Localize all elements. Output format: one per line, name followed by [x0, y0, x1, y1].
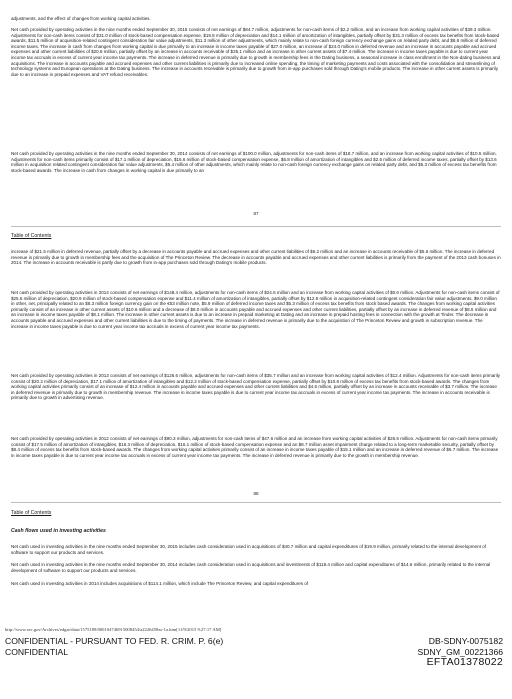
paragraph-investing-2014: Net cash used in investing activities in 2014 includes acquisitions of $114.1 million, which include The Princeton Review, and capital expenditures of [11, 581, 309, 586]
source-url: http://www.sec.gov/Archives/edgar/data/1575189/000104746915008454/a2226458zs-1a.htm[11/9/2015 9:27:17 AM] [5, 627, 222, 632]
bates-number-db: DB-SDNY-0075182 [428, 636, 503, 646]
bates-number-efta: EFTA01378022 [426, 656, 503, 668]
paragraph-intro: adjustments, and the effect of changes from working capital activities. [11, 16, 151, 21]
table-of-contents-link[interactable]: Table of Contents [11, 233, 52, 239]
paragraph-investing-2014-nine-months: Net cash used in investing activities in the nine months ended September 30, 2014 includes cash consideration used in acquisitions and investments of $118.4 million and capital expenditures of $14.6 million, primarily related to the internal development of software to support our products and services. [11, 562, 491, 573]
paragraph-operating-2012: Net cash provided by operating activities in 2012 consists of net earnings of $90.3 million, adjustments for non-cash items of $47.6 million and an increase from working capital activities of $26.5 million. Adjustments for non-cash items primarily consist of $17.5 million of amortization of intangibles, $16.3 million of depreciation, $16.1 million of stock-based compensation expense and an $8.7 million asset impairment charge related to a long-term marketable security, partially offset by $8.4 million of excess tax benefits from stock-based awards. The changes from working capital activities primarily consist of an increase in income taxes payable of $15.1 million and an increase in deferred revenue of $6.7 million. The increase in income taxes payable is due to current year income tax accruals in excess of current year income tax payments. The increase in deferred revenue is primarily due to the growth in membership revenue. [11, 436, 499, 458]
bates-number-sdny: SDNY_GM_00221366 [417, 647, 503, 657]
paragraph-operating-2014: Net cash provided by operating activities in 2014 consists of net earnings of $148.4 million, adjustments for non-cash items of $24.6 million and an increase from working capital activities of $0.6 million. Adjustments for non-cash items consist of $25.5 million of depreciation, $20.9 million of stock-based compensation expense and $11.4 million of amortization of intangibles, partially offset by $12.9 million in acquisition-related contingent consideration fair value adjustments, $9.0 million in other, net, principally related to an $8.3 million foreign currency gain on the €53 million note, $5.9 million of deferred income taxes and $5.3 million of excess tax benefits from stock based awards. The changes from working capital activities primarily consist of an increase in other current assets of $10.6 million and a decrease of $8.0 million in accounts payable and accrued expenses and other current liabilities, partially offset by an increase in deferred revenue of $8.6 million and an increase in income taxes payable of $8.1 million. The increase in other current assets is due to an increase in prepaid marketing at Dating and an increase in prepaid hosting fees in connection with the growth at Tinder. The decrease in accounts payable and accrued expenses and other current liabilities is due to the timing of payments. The increase in deferred revenue is primarily due to the acquisition of The Princeton Review and growth in subscription revenue. The increase in income taxes payable is due to current year income tax accruals in excess of current year income tax payments. [11, 290, 500, 329]
paragraph-operating-2015: Net cash provided by operating activities in the nine months ended September 30, 2015 consists of net earnings of $84.7 million, adjustments for non-cash items of $2.2 million, and an increase from working capital activities of $39.3 million. Adjustments for non-cash items consist of $31.0 million of stock-based compensation expense, $19.8 million of depreciation and $14.1 million of amortization of intangibles, partially offset by $31.3 million of excess tax benefits from stock-based awards, $11.5 million of acquisition-related contingent consideration fair value adjustments, $11.3 million of other adjustments, which mainly relate to non-cash foreign currency exchange gains on related party debt, and $8.6 million of deferred income taxes. The increase in cash from changes from working capital is due primarily to an increase in income taxes payable of $27.0 million, an increase of $24.0 million in deferred revenue and an increase in accounts payable and accrued expenses and other current liabilities of $20.8 million, partially offset by an increase in accounts receivable of $25.1 million and an increase in other current assets of $7.4 million. The increase in income taxes payable is due to current year income tax accruals in excess of current year income tax payments. The increase in deferred revenue is primarily due to growth in membership fees in the Dating business, a seasonal increase in class enrollment in the Non-dating business and acquisitions. The increase in accounts payable and accrued expenses and other current liabilities is primarily due to increased online spending, the timing of marketing payments and costs associated with the consolidation and streamlining of technology systems and European operations at the Dating business. The increase in accounts receivable is primarily due to growth from in-app purchases sold through Dating's mobile products. The increase in other current assets is primarily due to an increase in prepaid expenses and VAT refund receivables. [11, 27, 501, 77]
paragraph-operating-2013: Net cash provided by operating activities in 2013 consists of net earnings of $126.6 million, adjustments for non-cash items of $35.7 million and an increase from working capital activities of $12.4 million. Adjustments for non-cash items primarily consist of $20.2 million of depreciation, $17.1 million of amortization of intangibles and $12.2 million of stock-based compensation expense, partially offset by $10.8 million of excess tax benefits from stock-based awards. The changes from working capital activities primarily consist of an increase of $12.4 million in accounts payable and accrued expenses and other current liabilities and $4.6 million, partially offset by an increase in accounts receivable of $3.7 million. The increase in deferred revenue is primarily due to growth in membership revenue. The increase in income taxes payable is due to current year income tax accruals in excess of current year income tax payments. The increase in accounts receivable is primarily due to growth in advertising revenue. [11, 373, 501, 401]
confidential-label: CONFIDENTIAL [5, 647, 69, 657]
page-number: 87 [253, 211, 259, 216]
section-heading: Cash flows used in investing activities [11, 528, 106, 534]
paragraph-investing-2015: Net cash used in investing activities in the nine months ended September 30, 2015 includes cash consideration used in acquisitions of $40.7 million and capital expenditures of $19.9 million, primarily related to the internal development of software to support our products and services. [11, 544, 486, 555]
page-number: 88 [253, 491, 259, 496]
paragraph-continued: increase of $21.5 million in deferred revenue, partially offset by a decrease in accounts payable and accrued expenses and other current liabilities of $6.2 million and an increase in accounts receivable of $5.6 million. The increase in deferred revenue is primarily due to growth in membership fees and the acquisition of The Princeton Review. The decrease in accounts payable and accrued expenses and other current liabilities is primarily from the payment of the 2013 cash bonuses in 2014. The increase in accounts receivable is partly due to growth from in-app purchases sold through Dating's mobile products. [11, 249, 501, 266]
page-divider [11, 502, 501, 503]
paragraph-operating-2014-nine-months: Net cash provided by operating activities in the nine months ended September 30, 2014 consists of net earnings of $100.0 million, adjustments for non-cash items of $18.7 million, and an increase from working capital activities of $10.5 million. Adjustments for non-cash items primarily consist of $17.1 million of depreciation, $16.6 million of stock-based compensation expense, $6.8 million of amortization of intangibles and $2.5 million of deferred income taxes, partially offset by $13.6 million in acquisition related contingent consideration fair value adjustments, $5.4 million of other adjustments, which mainly relate to non-cash foreign currency exchange gains on related party debt, and $5.3 million of excess tax benefits from stock-based awards. The increase in cash from changes in working capital is due primarily to an [11, 151, 497, 173]
confidential-notice: CONFIDENTIAL - PURSUANT TO FED. R. CRIM. P. 6(e) [5, 636, 224, 646]
page-divider [11, 226, 501, 227]
table-of-contents-link[interactable]: Table of Contents [11, 510, 52, 516]
